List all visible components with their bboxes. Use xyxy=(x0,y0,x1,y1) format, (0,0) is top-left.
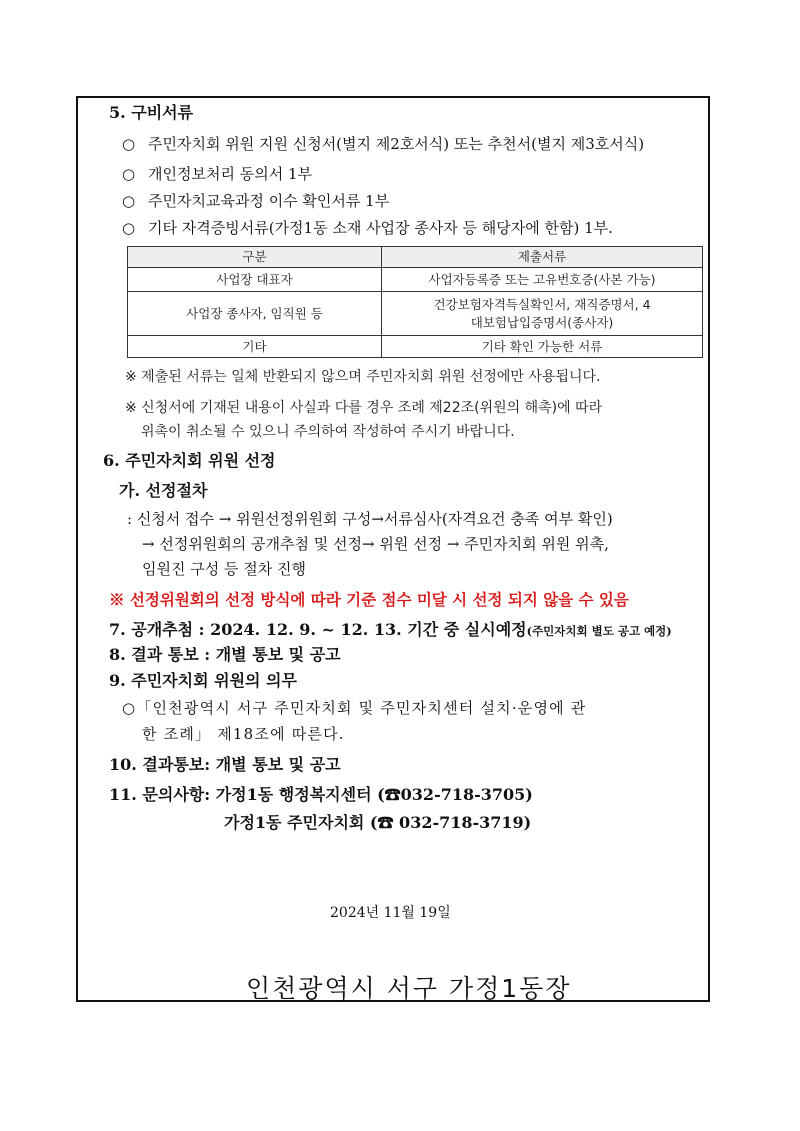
section7-small: (주민자치회 별도 공고 예정) xyxy=(526,624,672,638)
cell-line: 건강보험자격득실확인서, 재직증명서, 4 xyxy=(433,296,651,312)
contact-phone: 가정1동 행정복지센터 (☎032-718-3705) xyxy=(215,785,533,804)
section6-title: 6. 주민자치회 위원 선정 xyxy=(103,451,276,470)
bullet-icon: ○ xyxy=(122,135,136,153)
table-cell xyxy=(382,292,703,336)
table-cell: 사업장 종사자, 임직원 등 xyxy=(128,292,382,336)
note: ※ 제출된 서류는 일체 반환되지 않으며 주민자치회 위원 선정에만 사용됩니다. xyxy=(125,369,601,385)
section9-title: 9. 주민자치회 위원의 의무 xyxy=(109,671,297,690)
bullet-icon: ○ xyxy=(122,165,136,183)
cell-line: 대보험납입증명서(종사자) xyxy=(470,314,614,330)
list-item xyxy=(122,163,312,184)
section11-row xyxy=(109,782,533,805)
documents-table xyxy=(127,246,703,358)
list-item xyxy=(122,133,644,154)
note: 위촉이 취소될 수 있으니 주의하여 작성하여 주시기 바랍니다. xyxy=(141,424,515,440)
table-row xyxy=(128,268,703,292)
item-text: 주민자치교육과정 이수 확인서류 1부 xyxy=(148,192,390,210)
section8-text: 8. 결과 통보 : 개별 통보 및 공고 xyxy=(109,645,341,664)
procedure-line: : 신청서 접수 → 위원선정위원회 구성→서류심사(자격요건 충족 여부 확인) xyxy=(127,510,613,528)
item-text: 기타 자격증빙서류(가정1동 소재 사업장 종사자 등 해당자에 한함) 1부. xyxy=(148,219,613,237)
table-row xyxy=(128,292,703,336)
list-item xyxy=(122,217,613,238)
table-header: 구분 xyxy=(128,247,382,268)
item-text: 개인정보처리 동의서 1부 xyxy=(148,165,312,183)
bullet-icon: ○ xyxy=(122,219,136,237)
item-text: 「인천광역시 서구 주민자치회 및 주민자치센터 설치·운영에 관 xyxy=(136,699,587,717)
table-cell: 기타 xyxy=(128,336,382,358)
bullet-icon: ○ xyxy=(122,699,137,717)
table-cell: 사업자등록증 또는 고유번호증(사본 가능) xyxy=(382,268,703,292)
item-text: 주민자치회 위원 지원 신청서(별지 제2호서식) 또는 추천서(별지 제3호서식) xyxy=(148,135,645,153)
list-item xyxy=(122,697,587,718)
document-date: 2024년 11월 19일 xyxy=(330,905,451,921)
procedure-line: → 선정위원회의 공개추첨 및 선정→ 위원 선정 → 주민자치회 위원 위촉, xyxy=(142,535,609,553)
table-row xyxy=(128,336,703,358)
table-header: 제출서류 xyxy=(382,247,703,268)
note: ※ 신청서에 기재된 내용이 사실과 다를 경우 조례 제22조(위원의 해촉)에 따라 xyxy=(125,400,603,416)
contact-phone: 가정1동 주민자치회 (☎ 032-718-3719) xyxy=(224,813,532,832)
table-header-row xyxy=(128,247,703,268)
list-item xyxy=(122,190,389,211)
table-cell: 기타 확인 가능한 서류 xyxy=(382,336,703,358)
section7-text xyxy=(109,617,672,640)
bullet-icon: ○ xyxy=(122,192,136,210)
section5-title: 5. 구비서류 xyxy=(109,103,194,122)
procedure-line: 임원진 구성 등 절차 진행 xyxy=(142,560,306,578)
item-text: 한 조례」 제18조에 따른다. xyxy=(142,725,345,743)
contact-label: 11. 문의사항: xyxy=(109,785,211,804)
signature: 인천광역시 서구 가정1동장 xyxy=(246,974,572,1003)
section10-text: 10. 결과통보: 개별 통보 및 공고 xyxy=(109,755,341,774)
warning-text: ※ 선정위원회의 선정 방식에 따라 기준 점수 미달 시 선정 되지 않을 수 있음 xyxy=(109,590,629,609)
table-cell: 사업장 대표자 xyxy=(128,268,382,292)
section7-main: 7. 공개추첨 : 2024. 12. 9. ~ 12. 13. 기간 중 실시예정 xyxy=(109,620,527,639)
section6-subtitle: 가. 선정절차 xyxy=(119,481,208,500)
